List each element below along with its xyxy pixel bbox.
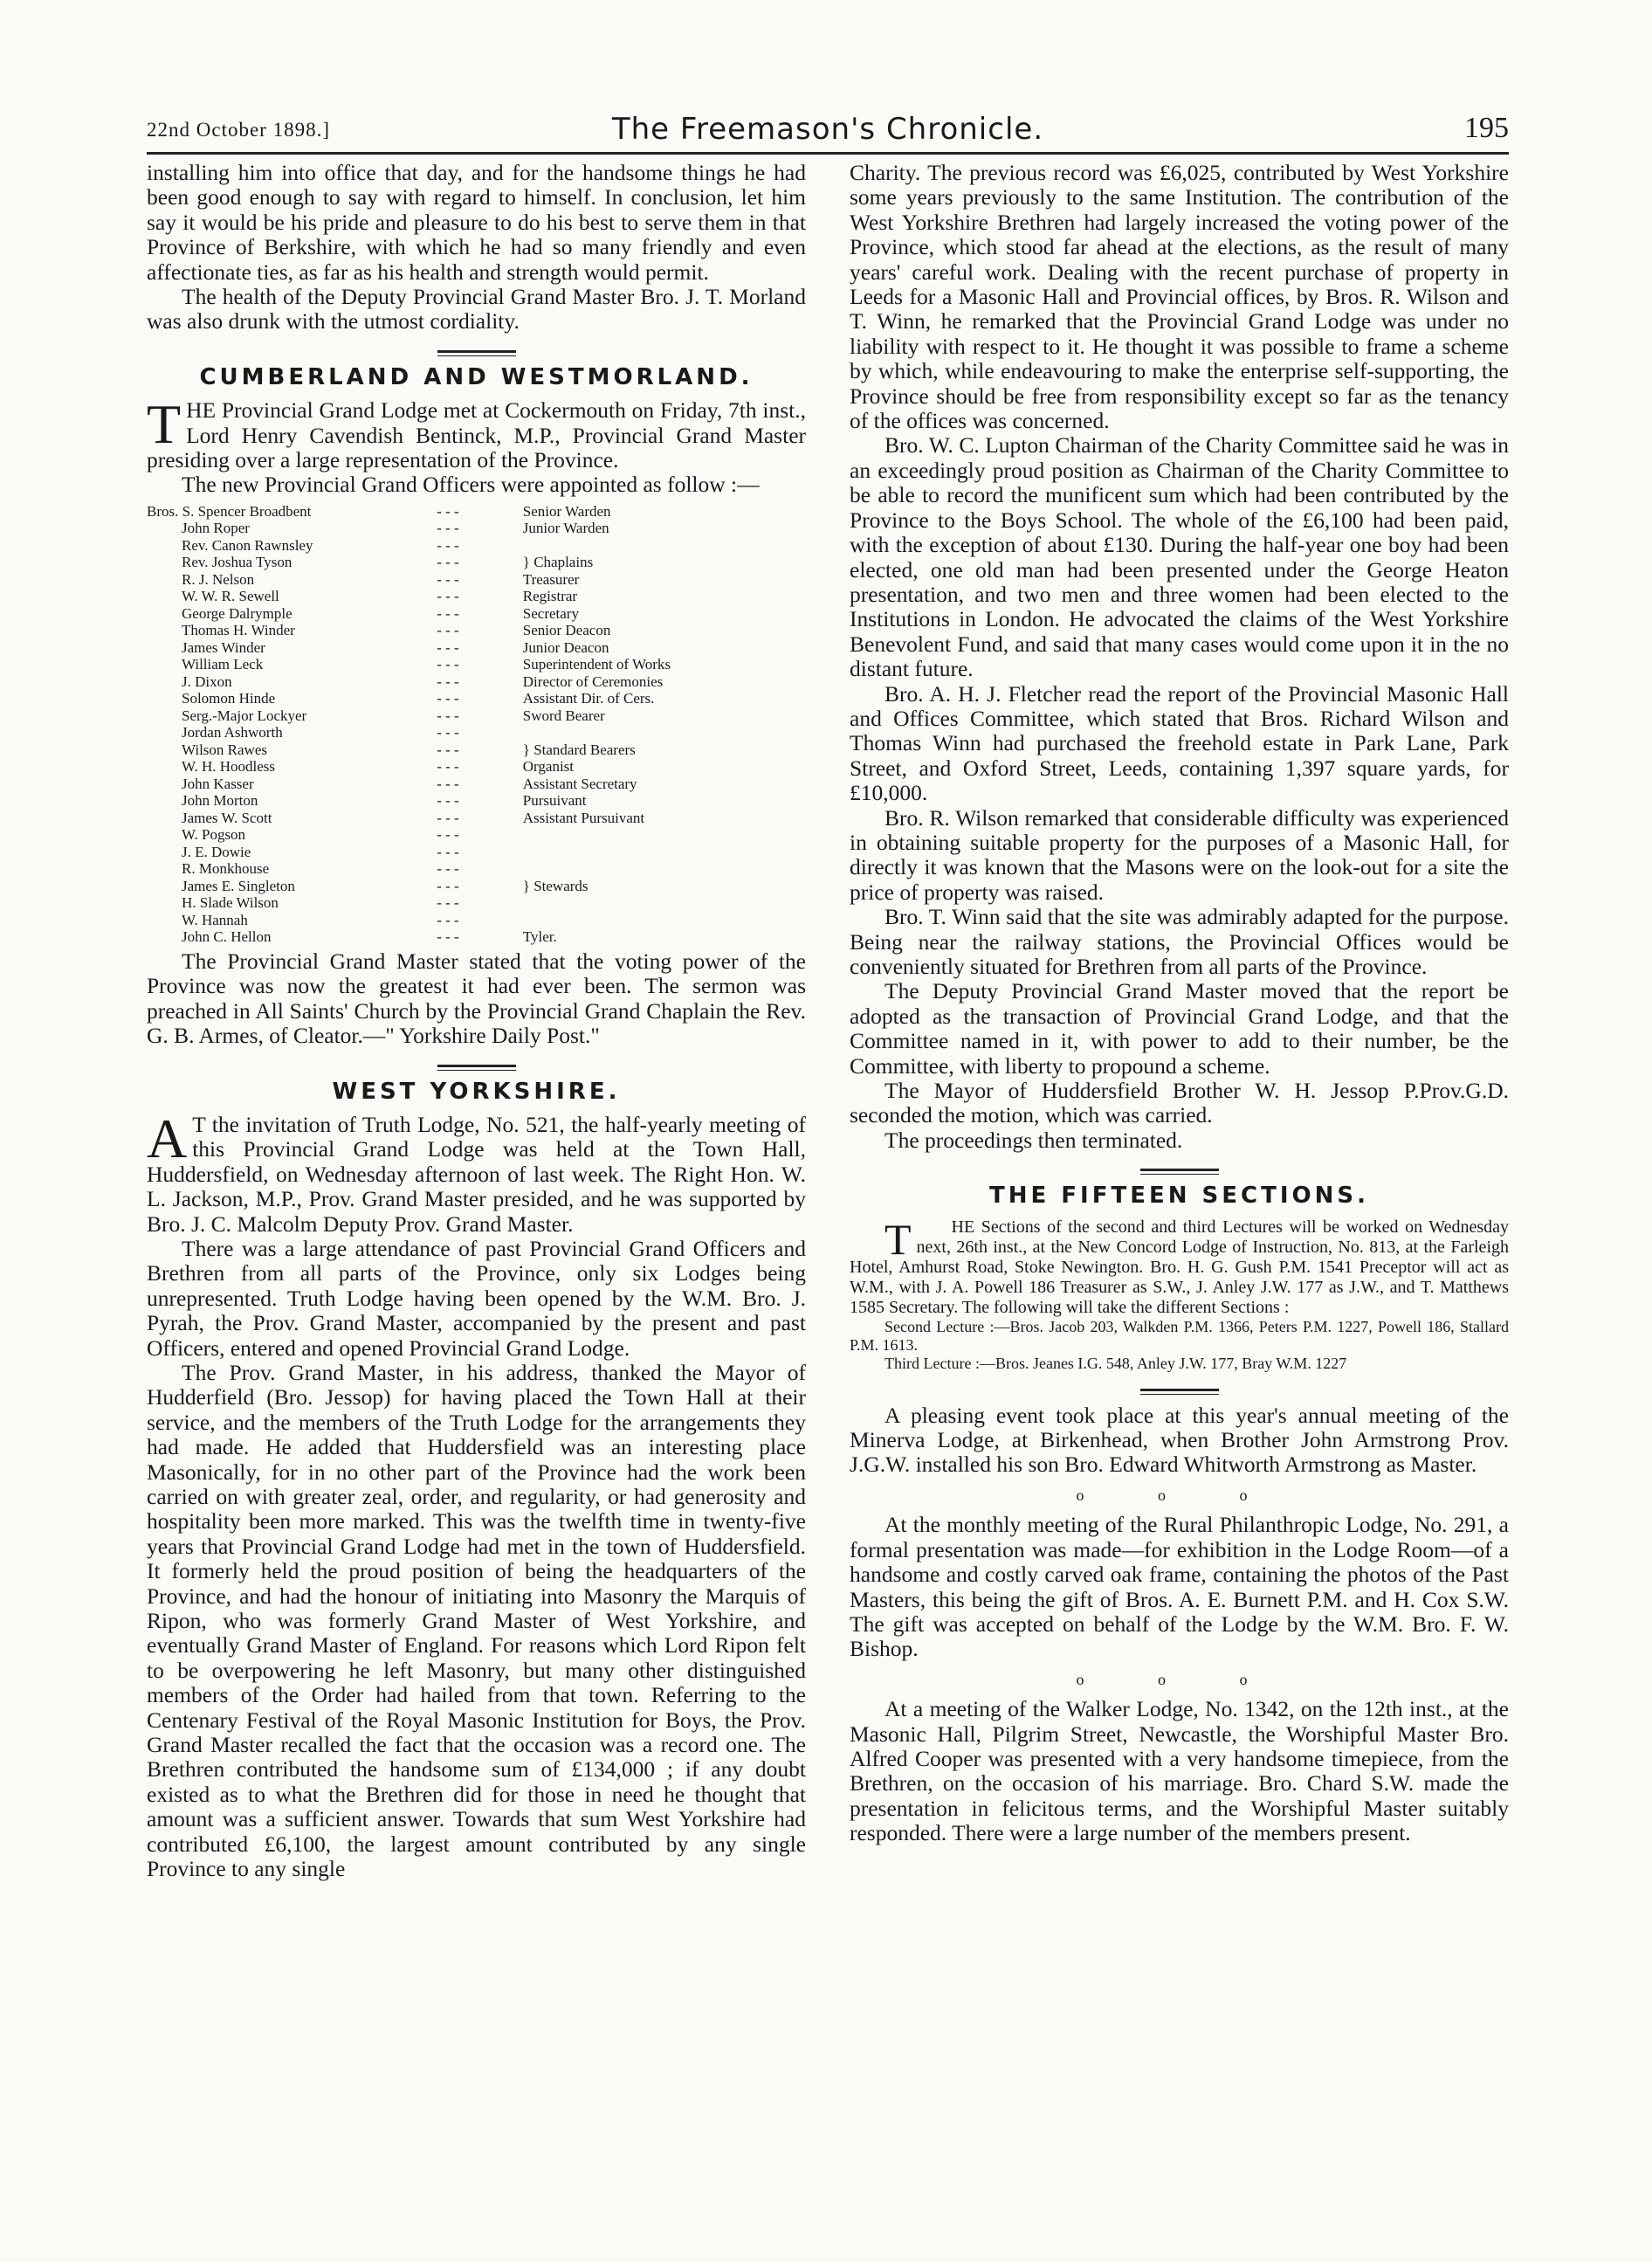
officer-row bbox=[147, 622, 806, 639]
leader-dashes: - - - bbox=[437, 894, 459, 912]
officer-row bbox=[147, 741, 806, 759]
officer-name: R. Monkhouse bbox=[182, 860, 270, 878]
officer-role bbox=[516, 844, 806, 861]
leader-dashes: - - - bbox=[437, 536, 459, 554]
leader-dashes: - - - bbox=[437, 656, 459, 673]
officer-name: W. Hannah bbox=[182, 911, 248, 928]
officer-row bbox=[147, 724, 806, 741]
officer-name: H. Slade Wilson bbox=[182, 894, 279, 912]
officer-name: John Roper bbox=[182, 520, 250, 537]
officer-row bbox=[147, 928, 806, 946]
leader-dashes: - - - bbox=[437, 809, 459, 826]
officer-row bbox=[147, 537, 806, 555]
article-paragraph: The Mayor of Huddersfield Brother W. H. Jessop P.Prov.G.D. seconded the motion, which was carried. bbox=[850, 1078, 1509, 1128]
leader-dashes: - - - bbox=[437, 741, 459, 758]
right-column bbox=[850, 161, 1509, 1846]
section-divider bbox=[437, 350, 516, 356]
officer-row bbox=[147, 878, 806, 895]
section-heading-fifteen-sections: THE FIFTEEN SECTIONS. bbox=[988, 1183, 1369, 1210]
header-rule bbox=[147, 152, 1509, 155]
article-paragraph: Charity. The previous record was £6,025, contributed by West Yorkshire some years previously to the same Institution. The contribution of the West Yorkshire Brethren had largely increased the voting power of the Province, which stood far ahead at the elections, as the result of many years' careful work. Dealing with the recent purchase of property in Leeds for a Masonic Hall and Provincial offices, by Bros. R. Wilson and T. Winn, he remarked that the Provincial Grand Lodge was under no liability with respect to it. He thought it was possible to frame a scheme by which, while endeavouring to make the enterprise self-supporting, the Province should be free from responsibility except so far as the tenancy of the offices was concerned. bbox=[850, 160, 1509, 434]
left-column bbox=[147, 161, 806, 1882]
officer-name: Solomon Hinde bbox=[182, 690, 276, 707]
officer-role: Director of Ceremonies bbox=[522, 672, 664, 690]
article-paragraph: The Deputy Provincial Grand Master moved that the report be adopted as the transaction of Provincial Grand Lodge, and that the Committee named in it, with power to add to their number, be the Committee, with liberty to propound a scheme. bbox=[850, 978, 1509, 1079]
article-paragraph: Bro. T. Winn said that the site was admirably adapted for the purpose. Being near the railway stations, the Provincial Offices would be conveniently situated for Brethren from all parts of the Province. bbox=[850, 904, 1509, 979]
leader-dashes: - - - bbox=[437, 520, 459, 537]
officer-name: Jordan Ashworth bbox=[182, 724, 283, 741]
officer-name: J. Dixon bbox=[182, 672, 232, 690]
leader-dashes: - - - bbox=[437, 570, 459, 588]
officer-role: Treasurer bbox=[522, 570, 580, 588]
officer-row bbox=[147, 503, 806, 521]
second-lecture: Second Lecture :—Bros. Jacob 203, Walkden P.M. 1366, Peters P.M. 1227, Powell 186, Stallard P.M. 1613. bbox=[850, 1317, 1509, 1354]
officer-role: Pursuivant bbox=[522, 792, 587, 810]
officer-role bbox=[516, 894, 806, 912]
officer-role: } Chaplains bbox=[522, 554, 594, 571]
section-heading-cumberland: CUMBERLAND AND WESTMORLAND. bbox=[199, 363, 754, 390]
leader-dashes: - - - bbox=[437, 622, 459, 639]
officer-row bbox=[147, 707, 806, 725]
officer-role: } Standard Bearers bbox=[522, 741, 636, 758]
section-divider bbox=[1140, 1169, 1219, 1175]
article-paragraph: T HE Sections of the second and third Lectures will be worked on Wednesday next, 26th inst., at the New Concord Lodge of Instruction, No. 813, at the Farleigh Hotel, Amhurst Road, Stoke Newington. Bro. H. G. Gush P.M. 1541 Preceptor will act as W.M., with J. A. Powell 186 Treasurer as S.W., J. Anley J.W. 177 as J.W., and T. Matthews 1585 Secretary. The following will take the different Sections : bbox=[850, 1214, 1509, 1317]
article-paragraph: At the monthly meeting of the Rural Philanthropic Lodge, No. 291, a formal presentation was made—for exhibition in the Lodge Room—of a handsome and costly carved oak frame, containing the photos of the Past Masters, this being the gift of Bros. A. E. Burnett P.M. and H. Cox S.W. The gift was accepted on behalf of the Lodge by the W.M. Bro. F. W. Bishop. bbox=[850, 1512, 1509, 1662]
article-paragraph: Bro. W. C. Lupton Chairman of the Charity Committee said he was in an exceedingly proud position as Chairman of the Charity Committee to be able to record the munificent sum which had been contributed by the Province to the Boys School. The whole of the £6,100 had been paid, with the exception of about £130. During the half-year one boy had been elected, one old man had been presented under the George Heaton presentation, and two men and three women had been elected to the Institutions in London. He advocated the claims of the West Yorkshire Benevolent Fund, and said that many cases would come upon it in the no distant future. bbox=[850, 432, 1509, 682]
officer-name: J. E. Dowie bbox=[182, 843, 251, 860]
leader-dashes: - - - bbox=[437, 860, 459, 878]
leader-dashes: - - - bbox=[437, 877, 459, 894]
officer-name: John Kasser bbox=[182, 775, 254, 792]
officer-name: Wilson Rawes bbox=[182, 741, 267, 758]
article-paragraph: A pleasing event took place at this year's annual meeting of the Minerva Lodge, at Birkenhead, when Brother John Armstrong Prov. J.G.W. installed his son Bro. Edward Whitworth Armstrong as Master. bbox=[850, 1402, 1509, 1478]
officers-table bbox=[147, 503, 806, 946]
officer-row bbox=[147, 673, 806, 691]
leader-dashes: - - - bbox=[437, 707, 459, 724]
fifteen-sections-notice bbox=[850, 1214, 1509, 1373]
article-paragraph: installing him into office that day, and for the handsome things he had been good enough to say with regard to himself. In conclusion, let him say it would be his pride and pleasure to do his best to serve them in that Province of Berkshire, with which he had so many friendly and even affectionate ties, as far as his health and strength would permit. bbox=[147, 160, 806, 285]
officer-row bbox=[147, 792, 806, 810]
drop-cap: T bbox=[147, 393, 182, 456]
officer-name: John C. Hellon bbox=[182, 928, 272, 946]
officer-name: George Dalrymple bbox=[182, 604, 293, 622]
leader-dashes: - - - bbox=[437, 724, 459, 741]
issue-date: 22nd October 1898.] bbox=[147, 119, 330, 141]
officer-role bbox=[516, 826, 806, 844]
article-paragraph: THE Provincial Grand Lodge met at Cockermouth on Friday, 7th inst., Lord Henry Cavendish Bentinck, M.P., Provincial Grand Master presiding over a large representation of the Province. bbox=[147, 393, 806, 473]
officer-role: Tyler. bbox=[522, 928, 557, 946]
leader-dashes: - - - bbox=[437, 792, 459, 810]
article-paragraph: The Provincial Grand Master stated that the voting power of the Province was now the greatest it had ever been. The sermon was preached in All Saints' Church by the Provincial Grand Chaplain the Rev. G. B. Armes, of Cleator.—" Yorkshire Daily Post." bbox=[147, 948, 806, 1049]
officer-name: James Winder bbox=[182, 638, 265, 656]
masthead-title: The Freemason's Chronicle. bbox=[611, 112, 1044, 147]
officer-row bbox=[147, 810, 806, 827]
officer-name: James E. Singleton bbox=[182, 877, 295, 894]
officer-role bbox=[516, 537, 806, 555]
article-paragraph: The proceedings then terminated. bbox=[885, 1127, 1183, 1153]
officer-row bbox=[147, 656, 806, 673]
officer-row bbox=[147, 571, 806, 589]
leader-dashes: - - - bbox=[437, 826, 459, 844]
leader-dashes: - - - bbox=[437, 690, 459, 707]
article-paragraph: Bro. A. H. J. Fletcher read the report of the Provincial Masonic Hall and Offices Committee, which stated that Bros. Richard Wilson and Thomas Winn had purchased the freehold estate in Park Lane, Park Street, and Oxford Street, Leeds, containing 1,397 square yards, for £10,000. bbox=[850, 680, 1509, 806]
article-paragraph: There was a large attendance of past Provincial Grand Officers and Brethren from all parts of the Province, only six Lodges being unrepresented. Truth Lodge having been opened by the W.M. Bro. J. Pyrah, the Prov. Grand Master, accompanied by the present and past Officers, entered and opened Provincial Grand Lodge. bbox=[147, 1235, 806, 1361]
officer-row bbox=[147, 826, 806, 844]
officer-row bbox=[147, 690, 806, 707]
leader-dashes: - - - bbox=[437, 928, 459, 946]
officer-name: W. H. Hoodless bbox=[182, 758, 276, 776]
leader-dashes: - - - bbox=[437, 843, 459, 860]
officer-row bbox=[147, 844, 806, 861]
officer-row bbox=[147, 758, 806, 776]
ornament-separator: o o o bbox=[1076, 1486, 1283, 1504]
officer-name: John Morton bbox=[182, 792, 258, 810]
officer-name: R. J. Nelson bbox=[182, 570, 255, 588]
officer-role: Registrar bbox=[522, 588, 578, 605]
officer-role: } Stewards bbox=[522, 877, 589, 894]
officer-role bbox=[516, 724, 806, 741]
officer-role: Senior Warden bbox=[522, 502, 611, 520]
officer-row bbox=[147, 639, 806, 657]
page-number: 195 bbox=[1464, 112, 1509, 144]
officer-role: Assistant Dir. of Cers. bbox=[522, 690, 655, 707]
officer-role: Organist bbox=[522, 758, 575, 776]
section-heading-west-yorkshire: WEST YORKSHIRE. bbox=[332, 1078, 621, 1105]
article-paragraph: A T the invitation of Truth Lodge, No. 521, the half-yearly meeting of this Provincial Grand Lodge was held at the Town Hall, Huddersfield, on Wednesday afternoon of last week. The Right Hon. W. L. Jackson, M.P., Prov. Grand Master presided, and he was supported by Bro. J. C. Malcolm Deputy Prov. Grand Master. bbox=[147, 1107, 806, 1237]
leader-dashes: - - - bbox=[437, 638, 459, 656]
officer-row bbox=[147, 554, 806, 571]
officer-name: W. W. R. Sewell bbox=[182, 588, 279, 605]
article-paragraph: The Prov. Grand Master, in his address, thanked the Mayor of Hudderfield (Bro. Jessop) for having placed the Town Hall at their service, and the members of the Truth Lodge for the arrangements they had made. He added that Huddersfield was an interesting place Masonically, for in no other part of the Province had the work been carried on with greater zeal, order, and regularity, or had generosity and hospitality been more marked. This was the twelfth time in twenty-five years that Provincial Grand Lodge had met in the town of Huddersfield. It formerly held the proud position of being the headquarters of the Province, and had the honour of initiating into Masonry the Marquis of Ripon, who was formerly Grand Master of West Yorkshire, and eventually Grand Master of England. For reasons which Lord Ripon felt to be overpowering he left Masonry, but many other distinguished members of the Order had hailed from that town. Referring to the Centenary Festival of the Royal Masonic Institution for Boys, the Prov. Grand Master recalled the fact that the occasion was a record one. The Brethren contributed the handsome sum of £134,000 ; if any doubt existed as to what the Brethren did for those in need he thought that amount was a sufficient answer. Towards that sum West Yorkshire had contributed £6,100, the largest amount contributed by any single Province to any single bbox=[147, 1359, 806, 1882]
officer-row bbox=[147, 520, 806, 537]
officer-name: Rev. Joshua Tyson bbox=[182, 554, 293, 571]
leader-dashes: - - - bbox=[437, 604, 459, 622]
officer-role: Assistant Secretary bbox=[522, 775, 637, 792]
officer-name: Thomas H. Winder bbox=[182, 622, 295, 639]
officer-role: Senior Deacon bbox=[522, 622, 611, 639]
officer-name: James W. Scott bbox=[182, 809, 272, 826]
drop-cap: T bbox=[885, 1214, 912, 1264]
officer-role: Junior Deacon bbox=[522, 638, 609, 656]
officer-row bbox=[147, 588, 806, 605]
third-lecture: Third Lecture :—Bros. Jeanes I.G. 548, Anley J.W. 177, Bray W.M. 1227 bbox=[885, 1354, 1347, 1372]
officer-row bbox=[147, 605, 806, 623]
leader-dashes: - - - bbox=[437, 775, 459, 792]
officer-row bbox=[147, 860, 806, 878]
leader-dashes: - - - bbox=[437, 588, 459, 605]
officer-role: Junior Warden bbox=[522, 520, 609, 537]
running-header bbox=[147, 112, 1509, 150]
officer-name: Rev. Canon Rawnsley bbox=[182, 536, 313, 554]
officer-name: Serg.-Major Lockyer bbox=[182, 707, 307, 724]
officer-row bbox=[147, 894, 806, 912]
leader-dashes: - - - bbox=[437, 672, 459, 690]
article-paragraph: The new Provincial Grand Officers were appointed as follow :— bbox=[182, 472, 760, 498]
officer-row bbox=[147, 912, 806, 929]
officer-name: W. Pogson bbox=[182, 826, 246, 844]
leader-dashes: - - - bbox=[437, 758, 459, 776]
officer-role: Assistant Pursuivant bbox=[522, 809, 645, 826]
officer-row bbox=[147, 776, 806, 793]
officer-name: William Leck bbox=[182, 656, 264, 673]
officer-role bbox=[516, 912, 806, 929]
ornament-separator: o o o bbox=[1076, 1670, 1283, 1688]
article-paragraph: The health of the Deputy Provincial Grand Master Bro. J. T. Morland was also drunk with the utmost cordiality. bbox=[147, 284, 806, 334]
officer-role: Sword Bearer bbox=[522, 707, 605, 724]
drop-cap: A bbox=[147, 1107, 188, 1169]
officer-role bbox=[516, 860, 806, 878]
officer-role: Secretary bbox=[522, 604, 579, 622]
article-paragraph: Bro. R. Wilson remarked that considerable difficulty was experienced in obtaining suitable property for the purposes of a Masonic Hall, for directly it was known that the Masons were on the look-out for a site the price of property was raised. bbox=[850, 804, 1509, 905]
officer-name: Bros. S. Spencer Broadbent bbox=[147, 502, 312, 520]
leader-dashes: - - - bbox=[437, 911, 459, 928]
section-divider bbox=[437, 1065, 516, 1071]
article-paragraph: At a meeting of the Walker Lodge, No. 1342, on the 12th inst., at the Masonic Hall, Pilgrim Street, Newcastle, the Worshipful Master Bro. Alfred Cooper was presented with a very handsome timepiece, from the Brethren, on the occasion of his marriage. Bro. Chard S.W. made the presentation in felicitous terms, and the Worshipful Master suitably responded. There were a large number of the members present. bbox=[850, 1696, 1509, 1846]
section-divider bbox=[1140, 1389, 1219, 1395]
leader-dashes: - - - bbox=[437, 554, 459, 571]
officer-role: Superintendent of Works bbox=[522, 656, 671, 673]
leader-dashes: - - - bbox=[437, 502, 459, 520]
